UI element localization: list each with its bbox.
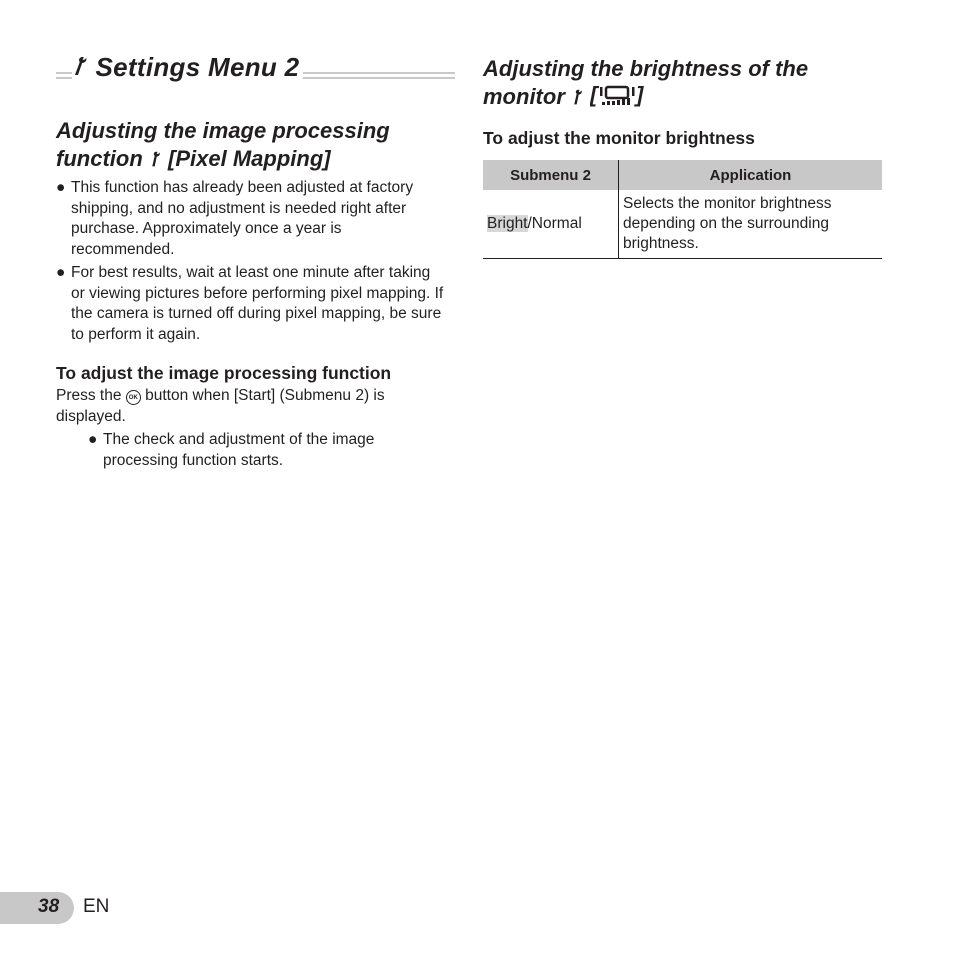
language-label: EN (83, 896, 110, 917)
section-heading-pixel-mapping (56, 117, 456, 173)
wrench-icon (70, 52, 90, 83)
section-heading-prefix: function (56, 146, 143, 171)
subheading-monitor-brightness: To adjust the monitor brightness (483, 128, 755, 148)
page-number: 38 (38, 896, 60, 917)
table-row (483, 190, 882, 259)
section-heading-suffix: [Pixel Mapping] (168, 146, 331, 171)
section-heading-line1: Adjusting the brightness of the (483, 56, 809, 81)
sub-bullet-list (88, 430, 428, 474)
list-item: ● The check and adjustment of the image processing function starts. (88, 431, 375, 469)
default-value-highlight: Bright (487, 215, 528, 232)
section-heading-line1: Adjusting the image processing (56, 118, 390, 143)
svg-text:[: [ (590, 83, 598, 107)
list-item: ● For best results, wait at least one minute after taking or viewing pictures before performing pixel mapping. If the camera is turned off during pixel mapping, be sure to perform it again. (56, 264, 444, 343)
page-number-tab (0, 892, 74, 924)
table-header-application: Application (619, 160, 883, 190)
table-header-submenu: Submenu 2 (483, 160, 619, 190)
wrench-icon (571, 84, 584, 109)
page-title (72, 52, 303, 83)
monitor-brightness-icon (590, 84, 648, 109)
press-ok-instruction: Press the OK button when [Start] (Submenu 2) is displayed. (56, 387, 385, 425)
section-heading-monitor: Adjusting the brightness of the monitor [ ] (483, 55, 903, 111)
info-bullet-list (56, 178, 448, 348)
table-cell-application: Selects the monitor brightness depending on the surrounding brightness. (619, 190, 883, 259)
submenu-table (483, 160, 882, 259)
subheading-image-processing: To adjust the image processing function (56, 363, 392, 383)
ok-button-icon: OK (126, 390, 141, 405)
table-cell-submenu: Bright/Normal (483, 190, 619, 259)
page-title-text: Settings Menu 2 (95, 52, 300, 82)
svg-text:]: ] (636, 83, 644, 107)
wrench-icon (149, 146, 162, 171)
table-header-row (483, 160, 882, 190)
list-item: ● This function has already been adjusted at factory shipping, and no adjustment is needed right after purchase. Approximately once a year is recommended. (56, 179, 414, 258)
